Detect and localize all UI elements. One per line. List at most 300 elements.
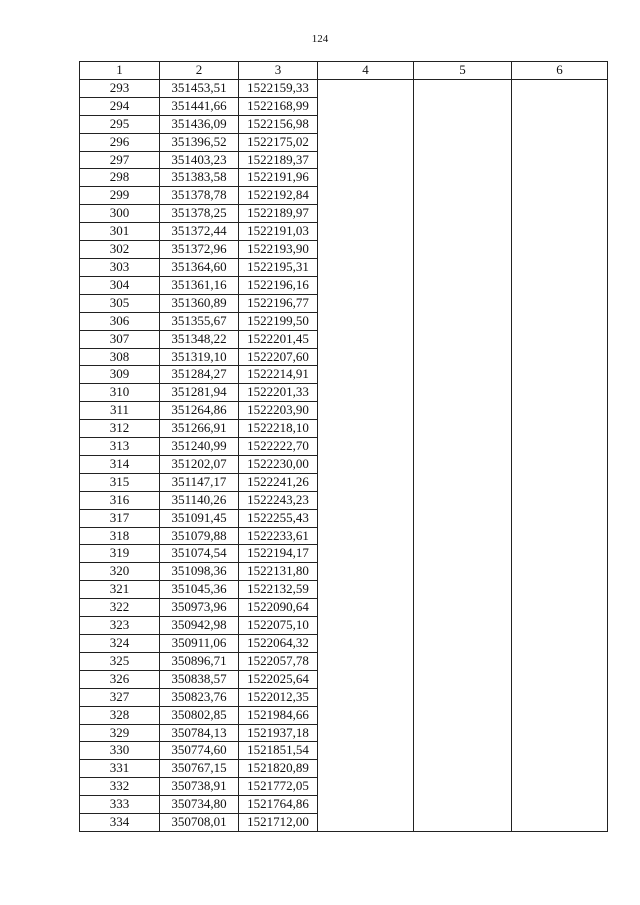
empty-cell (512, 581, 608, 599)
empty-cell (512, 742, 608, 760)
point-number-cell: 297 (80, 151, 160, 169)
point-number-cell: 327 (80, 688, 160, 706)
point-number-cell: 312 (80, 420, 160, 438)
empty-cell (414, 760, 512, 778)
table-row (80, 169, 608, 187)
x-coordinate-cell: 351348,22 (160, 330, 239, 348)
y-coordinate-cell: 1522131,80 (239, 563, 318, 581)
empty-cell (414, 366, 512, 384)
x-coordinate-cell: 351361,16 (160, 276, 239, 294)
empty-cell (512, 402, 608, 420)
empty-cell (318, 814, 414, 832)
point-number-cell: 299 (80, 187, 160, 205)
x-coordinate-cell: 350784,13 (160, 724, 239, 742)
x-coordinate-cell: 351453,51 (160, 79, 239, 97)
empty-cell (512, 563, 608, 581)
empty-cell (318, 133, 414, 151)
empty-cell (318, 742, 414, 760)
empty-cell (318, 706, 414, 724)
y-coordinate-cell: 1522196,77 (239, 294, 318, 312)
table-row (80, 563, 608, 581)
x-coordinate-cell: 350823,76 (160, 688, 239, 706)
column-header: 1 (80, 62, 160, 80)
empty-cell (414, 563, 512, 581)
y-coordinate-cell: 1522218,10 (239, 420, 318, 438)
table-row (80, 384, 608, 402)
empty-cell (414, 617, 512, 635)
empty-cell (318, 778, 414, 796)
empty-cell (512, 223, 608, 241)
point-number-cell: 326 (80, 670, 160, 688)
empty-cell (512, 599, 608, 617)
table-row (80, 420, 608, 438)
x-coordinate-cell: 351264,86 (160, 402, 239, 420)
empty-cell (318, 79, 414, 97)
point-number-cell: 304 (80, 276, 160, 294)
x-coordinate-cell: 351045,36 (160, 581, 239, 599)
table-row (80, 115, 608, 133)
point-number-cell: 300 (80, 205, 160, 223)
empty-cell (512, 133, 608, 151)
point-number-cell: 301 (80, 223, 160, 241)
y-coordinate-cell: 1522201,33 (239, 384, 318, 402)
empty-cell (512, 384, 608, 402)
table-row (80, 402, 608, 420)
y-coordinate-cell: 1522025,64 (239, 670, 318, 688)
table-row (80, 724, 608, 742)
column-header: 5 (414, 62, 512, 80)
point-number-cell: 324 (80, 635, 160, 653)
empty-cell (512, 169, 608, 187)
empty-cell (414, 169, 512, 187)
empty-cell (512, 670, 608, 688)
empty-cell (414, 402, 512, 420)
empty-cell (414, 258, 512, 276)
x-coordinate-cell: 351383,58 (160, 169, 239, 187)
empty-cell (512, 330, 608, 348)
y-coordinate-cell: 1521984,66 (239, 706, 318, 724)
empty-cell (512, 420, 608, 438)
y-coordinate-cell: 1522192,84 (239, 187, 318, 205)
table-row (80, 205, 608, 223)
empty-cell (414, 348, 512, 366)
empty-cell (512, 527, 608, 545)
y-coordinate-cell: 1521851,54 (239, 742, 318, 760)
y-coordinate-cell: 1522075,10 (239, 617, 318, 635)
empty-cell (318, 509, 414, 527)
x-coordinate-cell: 351372,44 (160, 223, 239, 241)
empty-cell (414, 330, 512, 348)
point-number-cell: 331 (80, 760, 160, 778)
page-number: 124 (311, 33, 329, 45)
x-coordinate-cell: 351284,27 (160, 366, 239, 384)
y-coordinate-cell: 1521772,05 (239, 778, 318, 796)
empty-cell (512, 473, 608, 491)
empty-cell (318, 635, 414, 653)
y-coordinate-cell: 1522090,64 (239, 599, 318, 617)
x-coordinate-cell: 351240,99 (160, 438, 239, 456)
empty-cell (512, 814, 608, 832)
y-coordinate-cell: 1522191,96 (239, 169, 318, 187)
point-number-cell: 311 (80, 402, 160, 420)
y-coordinate-cell: 1522175,02 (239, 133, 318, 151)
empty-cell (414, 223, 512, 241)
empty-cell (414, 581, 512, 599)
point-number-cell: 296 (80, 133, 160, 151)
table-row (80, 527, 608, 545)
empty-cell (512, 796, 608, 814)
empty-cell (512, 258, 608, 276)
point-number-cell: 321 (80, 581, 160, 599)
coordinates-table (79, 61, 608, 832)
empty-cell (414, 384, 512, 402)
empty-cell (318, 294, 414, 312)
x-coordinate-cell: 351147,17 (160, 473, 239, 491)
table-row (80, 491, 608, 509)
empty-cell (512, 509, 608, 527)
empty-cell (512, 545, 608, 563)
empty-cell (512, 635, 608, 653)
empty-cell (414, 312, 512, 330)
empty-cell (318, 688, 414, 706)
point-number-cell: 330 (80, 742, 160, 760)
y-coordinate-cell: 1522193,90 (239, 241, 318, 259)
empty-cell (318, 97, 414, 115)
point-number-cell: 293 (80, 79, 160, 97)
point-number-cell: 323 (80, 617, 160, 635)
table-row (80, 455, 608, 473)
table-row (80, 241, 608, 259)
table-row (80, 79, 608, 97)
empty-cell (318, 205, 414, 223)
empty-cell (318, 366, 414, 384)
y-coordinate-cell: 1521937,18 (239, 724, 318, 742)
empty-cell (512, 617, 608, 635)
empty-cell (414, 527, 512, 545)
empty-cell (512, 652, 608, 670)
y-coordinate-cell: 1522012,35 (239, 688, 318, 706)
point-number-cell: 294 (80, 97, 160, 115)
x-coordinate-cell: 350738,91 (160, 778, 239, 796)
point-number-cell: 314 (80, 455, 160, 473)
y-coordinate-cell: 1522214,91 (239, 366, 318, 384)
table-row (80, 688, 608, 706)
empty-cell (512, 348, 608, 366)
empty-cell (414, 724, 512, 742)
empty-cell (318, 599, 414, 617)
empty-cell (318, 258, 414, 276)
point-number-cell: 322 (80, 599, 160, 617)
empty-cell (318, 473, 414, 491)
table-row (80, 276, 608, 294)
y-coordinate-cell: 1522132,59 (239, 581, 318, 599)
x-coordinate-cell: 351098,36 (160, 563, 239, 581)
empty-cell (512, 760, 608, 778)
table-row (80, 706, 608, 724)
x-coordinate-cell: 351074,54 (160, 545, 239, 563)
x-coordinate-cell: 351266,91 (160, 420, 239, 438)
empty-cell (414, 473, 512, 491)
empty-cell (318, 187, 414, 205)
empty-cell (414, 491, 512, 509)
empty-cell (414, 97, 512, 115)
x-coordinate-cell: 351403,23 (160, 151, 239, 169)
empty-cell (512, 724, 608, 742)
table-row (80, 814, 608, 832)
empty-cell (512, 688, 608, 706)
empty-cell (414, 509, 512, 527)
table-row (80, 545, 608, 563)
x-coordinate-cell: 350896,71 (160, 652, 239, 670)
table-row (80, 366, 608, 384)
empty-cell (318, 491, 414, 509)
point-number-cell: 334 (80, 814, 160, 832)
y-coordinate-cell: 1522207,60 (239, 348, 318, 366)
empty-cell (318, 115, 414, 133)
y-coordinate-cell: 1522233,61 (239, 527, 318, 545)
empty-cell (512, 455, 608, 473)
empty-cell (318, 223, 414, 241)
x-coordinate-cell: 351281,94 (160, 384, 239, 402)
empty-cell (318, 402, 414, 420)
y-coordinate-cell: 1522189,97 (239, 205, 318, 223)
empty-cell (318, 169, 414, 187)
empty-cell (318, 455, 414, 473)
empty-cell (414, 455, 512, 473)
empty-cell (318, 581, 414, 599)
table-row (80, 223, 608, 241)
empty-cell (318, 330, 414, 348)
table-row (80, 97, 608, 115)
empty-cell (512, 312, 608, 330)
x-coordinate-cell: 350774,60 (160, 742, 239, 760)
empty-cell (414, 670, 512, 688)
table-row (80, 258, 608, 276)
empty-cell (414, 599, 512, 617)
table-row (80, 312, 608, 330)
point-number-cell: 307 (80, 330, 160, 348)
empty-cell (318, 796, 414, 814)
y-coordinate-cell: 1522194,17 (239, 545, 318, 563)
table-row (80, 348, 608, 366)
empty-cell (512, 294, 608, 312)
column-header: 6 (512, 62, 608, 80)
empty-cell (414, 187, 512, 205)
empty-cell (512, 205, 608, 223)
y-coordinate-cell: 1522196,16 (239, 276, 318, 294)
y-coordinate-cell: 1522159,33 (239, 79, 318, 97)
empty-cell (318, 527, 414, 545)
empty-cell (318, 438, 414, 456)
empty-cell (414, 294, 512, 312)
x-coordinate-cell: 351436,09 (160, 115, 239, 133)
empty-cell (318, 760, 414, 778)
table-row (80, 652, 608, 670)
empty-cell (512, 706, 608, 724)
x-coordinate-cell: 350973,96 (160, 599, 239, 617)
empty-cell (512, 276, 608, 294)
empty-cell (414, 205, 512, 223)
x-coordinate-cell: 351140,26 (160, 491, 239, 509)
y-coordinate-cell: 1521820,89 (239, 760, 318, 778)
empty-cell (318, 724, 414, 742)
empty-cell (414, 778, 512, 796)
y-coordinate-cell: 1522243,23 (239, 491, 318, 509)
empty-cell (512, 366, 608, 384)
table-row (80, 581, 608, 599)
column-header: 3 (239, 62, 318, 80)
x-coordinate-cell: 351319,10 (160, 348, 239, 366)
empty-cell (512, 241, 608, 259)
table-row (80, 509, 608, 527)
empty-cell (318, 276, 414, 294)
empty-cell (512, 778, 608, 796)
y-coordinate-cell: 1522156,98 (239, 115, 318, 133)
point-number-cell: 318 (80, 527, 160, 545)
empty-cell (414, 814, 512, 832)
x-coordinate-cell: 351364,60 (160, 258, 239, 276)
point-number-cell: 328 (80, 706, 160, 724)
point-number-cell: 316 (80, 491, 160, 509)
x-coordinate-cell: 351355,67 (160, 312, 239, 330)
empty-cell (318, 563, 414, 581)
empty-cell (414, 115, 512, 133)
table-row (80, 599, 608, 617)
point-number-cell: 333 (80, 796, 160, 814)
empty-cell (318, 670, 414, 688)
column-header: 4 (318, 62, 414, 80)
y-coordinate-cell: 1522203,90 (239, 402, 318, 420)
point-number-cell: 310 (80, 384, 160, 402)
table-row (80, 133, 608, 151)
point-number-cell: 302 (80, 241, 160, 259)
table-row (80, 438, 608, 456)
point-number-cell: 305 (80, 294, 160, 312)
point-number-cell: 308 (80, 348, 160, 366)
y-coordinate-cell: 1522064,32 (239, 635, 318, 653)
x-coordinate-cell: 351378,25 (160, 205, 239, 223)
y-coordinate-cell: 1521764,86 (239, 796, 318, 814)
table-row (80, 473, 608, 491)
empty-cell (318, 348, 414, 366)
point-number-cell: 325 (80, 652, 160, 670)
table-row (80, 617, 608, 635)
empty-cell (414, 635, 512, 653)
table-row (80, 670, 608, 688)
empty-cell (318, 420, 414, 438)
point-number-cell: 313 (80, 438, 160, 456)
empty-cell (414, 796, 512, 814)
point-number-cell: 317 (80, 509, 160, 527)
table-row (80, 294, 608, 312)
table-row (80, 760, 608, 778)
empty-cell (512, 491, 608, 509)
empty-cell (318, 652, 414, 670)
empty-cell (318, 312, 414, 330)
table-row (80, 330, 608, 348)
x-coordinate-cell: 350767,15 (160, 760, 239, 778)
point-number-cell: 306 (80, 312, 160, 330)
y-coordinate-cell: 1522189,37 (239, 151, 318, 169)
y-coordinate-cell: 1522195,31 (239, 258, 318, 276)
y-coordinate-cell: 1522168,99 (239, 97, 318, 115)
y-coordinate-cell: 1521712,00 (239, 814, 318, 832)
empty-cell (318, 617, 414, 635)
empty-cell (512, 438, 608, 456)
empty-cell (318, 241, 414, 259)
empty-cell (512, 97, 608, 115)
y-coordinate-cell: 1522241,26 (239, 473, 318, 491)
empty-cell (414, 151, 512, 169)
y-coordinate-cell: 1522191,03 (239, 223, 318, 241)
x-coordinate-cell: 351378,78 (160, 187, 239, 205)
x-coordinate-cell: 350734,80 (160, 796, 239, 814)
empty-cell (414, 79, 512, 97)
empty-cell (414, 438, 512, 456)
empty-cell (414, 276, 512, 294)
y-coordinate-cell: 1522201,45 (239, 330, 318, 348)
point-number-cell: 319 (80, 545, 160, 563)
y-coordinate-cell: 1522057,78 (239, 652, 318, 670)
empty-cell (414, 133, 512, 151)
table-header-row (80, 62, 608, 80)
table-row (80, 635, 608, 653)
point-number-cell: 298 (80, 169, 160, 187)
x-coordinate-cell: 350708,01 (160, 814, 239, 832)
x-coordinate-cell: 350911,06 (160, 635, 239, 653)
y-coordinate-cell: 1522230,00 (239, 455, 318, 473)
table-row (80, 742, 608, 760)
empty-cell (414, 706, 512, 724)
point-number-cell: 295 (80, 115, 160, 133)
empty-cell (414, 241, 512, 259)
empty-cell (512, 115, 608, 133)
empty-cell (414, 688, 512, 706)
point-number-cell: 320 (80, 563, 160, 581)
point-number-cell: 329 (80, 724, 160, 742)
point-number-cell: 332 (80, 778, 160, 796)
column-header: 2 (160, 62, 239, 80)
empty-cell (318, 545, 414, 563)
empty-cell (414, 652, 512, 670)
table-row (80, 778, 608, 796)
y-coordinate-cell: 1522199,50 (239, 312, 318, 330)
x-coordinate-cell: 351079,88 (160, 527, 239, 545)
empty-cell (512, 151, 608, 169)
empty-cell (318, 384, 414, 402)
point-number-cell: 315 (80, 473, 160, 491)
x-coordinate-cell: 351441,66 (160, 97, 239, 115)
y-coordinate-cell: 1522222,70 (239, 438, 318, 456)
table-row (80, 187, 608, 205)
x-coordinate-cell: 351091,45 (160, 509, 239, 527)
empty-cell (414, 420, 512, 438)
empty-cell (318, 151, 414, 169)
y-coordinate-cell: 1522255,43 (239, 509, 318, 527)
x-coordinate-cell: 351202,07 (160, 455, 239, 473)
empty-cell (414, 742, 512, 760)
x-coordinate-cell: 350942,98 (160, 617, 239, 635)
x-coordinate-cell: 351396,52 (160, 133, 239, 151)
empty-cell (512, 187, 608, 205)
point-number-cell: 303 (80, 258, 160, 276)
x-coordinate-cell: 350802,85 (160, 706, 239, 724)
point-number-cell: 309 (80, 366, 160, 384)
x-coordinate-cell: 351360,89 (160, 294, 239, 312)
x-coordinate-cell: 351372,96 (160, 241, 239, 259)
empty-cell (512, 79, 608, 97)
table-row (80, 796, 608, 814)
